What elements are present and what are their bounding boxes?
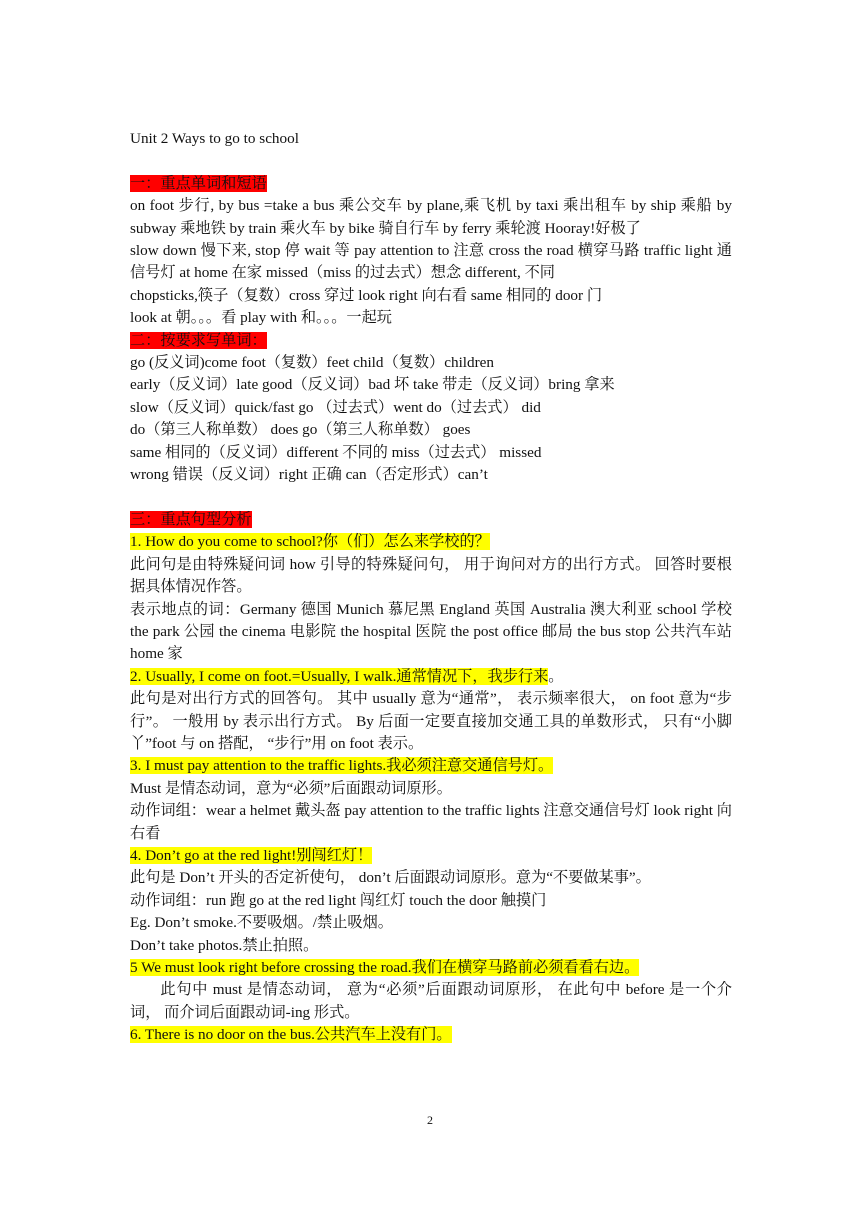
key-sentence-2-tail: 。 [548,667,564,685]
key-sentence-3: 3. I must pay attention to the traffic lights.我必须注意交通信号灯。 [130,757,554,775]
explanation-line: Don’t take photos.禁止拍照。 [130,936,319,954]
page-number: 2 [427,1113,433,1127]
key-sentence-1: 1. How do you come to school?你（们）怎么来学校的？ [130,533,490,551]
word-form-line: slow（反义词）quick/fast go （过去式）went do（过去式） did [130,398,541,416]
word-form-line: early（反义词）late good（反义词）bad 坏 take 带走（反义词）bring 拿来 [130,376,615,394]
vocab-line: slow down 慢下来, stop 停 wait 等 pay attention to 注意 cross the road 横穿马路 traffic light 通信号灯 at home 在家 missed（miss 的过去式）想念 different, 不同 [130,242,732,282]
explanation-line: 表示地点的词：Germany 德国 Munich 慕尼黑 England 英国 Australia 澳大利亚 school 学校 the park 公园 the cinema 电影院 the hospital 医院 the post office 邮局 the bus stop 公共汽车站 home 家 [130,600,732,663]
section-heading-word-forms: 二：按要求写单词： [130,331,267,349]
key-sentence-4: 4. Don’t go at the red light!别闯红灯！ [130,846,373,864]
word-form-line: go (反义词)come foot（复数）feet child（复数）children [130,354,494,372]
vocab-line: chopsticks,筷子（复数）cross 穿过 look right 向右看 same 相同的 door 门 [130,286,603,304]
explanation-line: Eg. Don’t smoke.不要吸烟。/禁止吸烟。 [130,914,393,932]
word-form-line: do（第三人称单数） does go（第三人称单数） goes [130,421,471,439]
explanation-line: Must 是情态动词，意为“必须”后面跟动词原形。 [130,779,452,797]
word-form-line: wrong 错误（反义词）right 正确 can（否定形式）can’t [130,466,488,484]
vocab-line: on foot 步行, by bus =take a bus 乘公交车 by plane,乘飞机 by taxi 乘出租车 by ship 乘船 by subway 乘地铁 by train 乘火车 by bike 骑自行车 by ferry 乘轮渡 Hooray!好极了 [130,197,732,237]
explanation-line: 此问句是由特殊疑问词 how 引导的特殊疑问句， 用于询问对方的出行方式。 回答时要根据具体情况作答。 [130,555,732,596]
section-heading-vocabulary: 一：重点单词和短语 [130,174,267,192]
word-form-line: same 相同的（反义词）different 不同的 miss（过去式） missed [130,443,542,461]
explanation-line: 此句是 Don’t 开头的否定祈使句， don’t 后面跟动词原形。意为“不要做某事”。 [130,869,651,887]
section-heading-sentences: 三：重点句型分析 [130,510,252,528]
key-sentence-2: 2. Usually, I come on foot.=Usually, I walk.通常情况下，我步行来 [130,667,549,685]
document-body [130,128,732,1047]
document-title: Unit 2 Ways to go to school [130,130,299,147]
vocab-line: look at 朝。。。看 play with 和。。。一起玩 [130,309,392,327]
explanation-line: 动作词组：run 跑 go at the red light 闯红灯 touch the door 触摸门 [130,891,547,909]
explanation-line: 此句中 must 是情态动词， 意为“必须”后面跟动词原形， 在此句中 before 是一个介词， 而介词后面跟动词-ing 形式。 [130,981,732,1021]
explanation-line: 此句是对出行方式的回答句。 其中 usually 意为“通常”， 表示频率很大， on foot 意为“步行”。 一般用 by 表示出行方式。 By 后面一定要直接加交通工具的单数形式， 只有“小脚丫”foot 与 on 搭配， “步行”用 on foot 表示。 [130,690,732,752]
key-sentence-5: 5 We must look right before crossing the road.我们在横穿马路前必须看看右边。 [130,959,640,976]
explanation-line: 动作词组：wear a helmet 戴头盔 pay attention to the traffic lights 注意交通信号灯 look right 向右看 [130,802,732,842]
key-sentence-6: 6. There is no door on the bus.公共汽车上没有门。 [130,1026,452,1044]
